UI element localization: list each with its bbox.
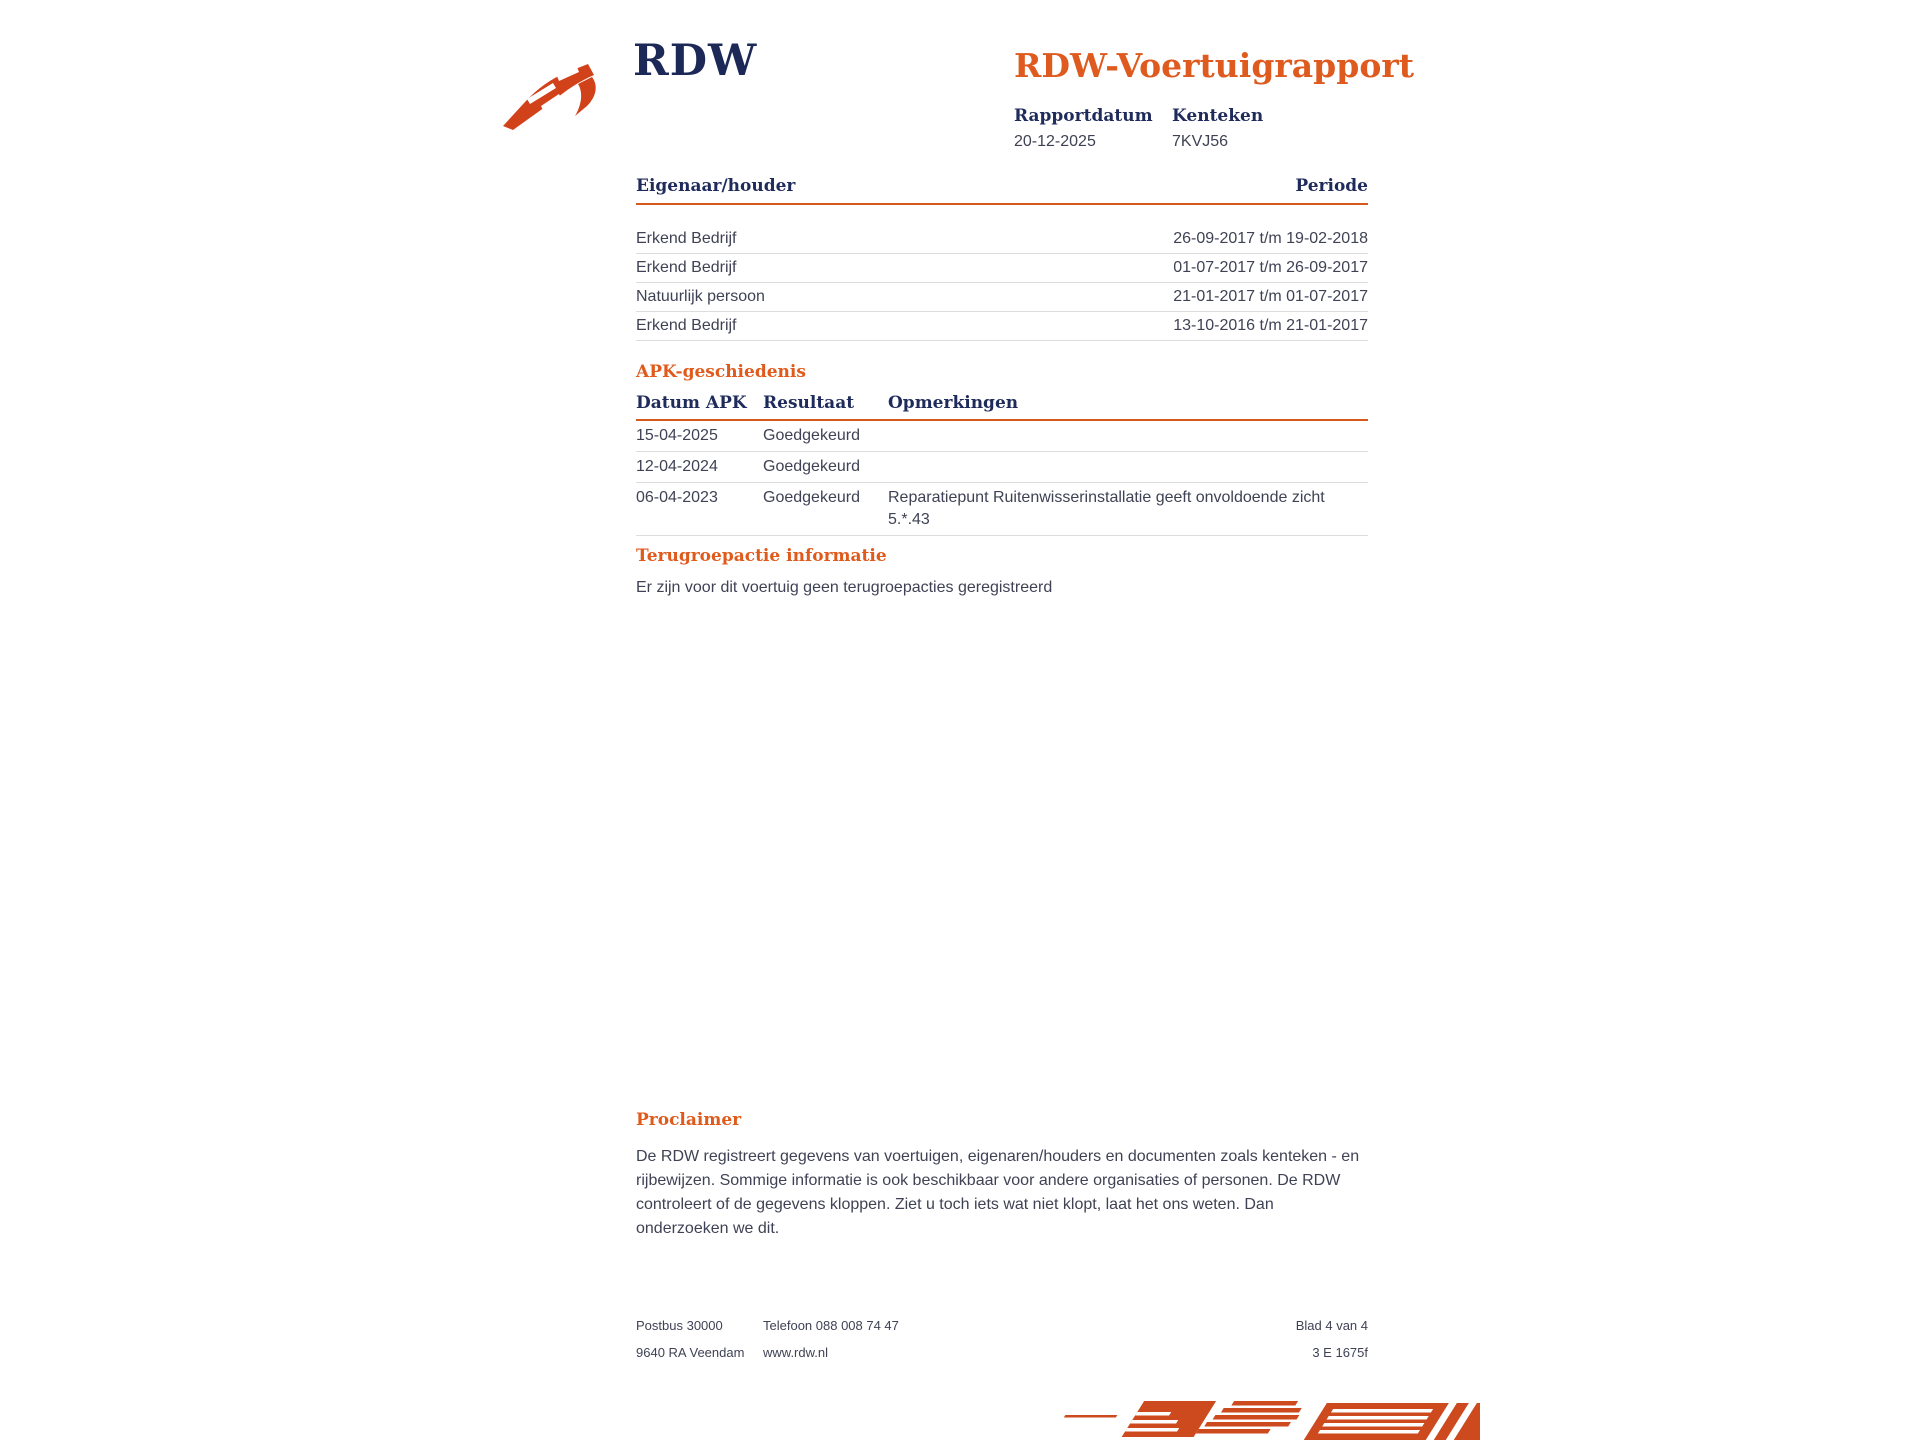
apk-date: 06-04-2023 <box>636 489 718 506</box>
owner-row <box>636 283 1368 312</box>
footer-phone: Telefoon 088 008 74 47 <box>763 1318 899 1333</box>
apk-row <box>636 452 1368 483</box>
footer-address-line1: Postbus 30000 <box>636 1318 723 1333</box>
apk-history-heading: APK-geschiedenis <box>636 362 806 382</box>
footer-row-2 <box>636 1345 1368 1372</box>
apk-date: 12-04-2024 <box>636 458 718 475</box>
owner-row <box>636 225 1368 254</box>
apk-col-result: Resultaat <box>763 393 855 413</box>
apk-date: 15-04-2025 <box>636 427 718 444</box>
owner-type: Erkend Bedrijf <box>636 317 737 334</box>
report-date-value: 20-12-2025 <box>1014 133 1096 150</box>
apk-table-header <box>636 393 1368 419</box>
apk-result: Goedgekeurd <box>763 458 860 475</box>
recall-info-section <box>636 546 1368 600</box>
owner-type: Erkend Bedrijf <box>636 259 737 276</box>
owner-period: 26-09-2017 t/m 19-02-2018 <box>1173 230 1368 247</box>
owner-period: 21-01-2017 t/m 01-07-2017 <box>1173 288 1368 305</box>
apk-remark <box>888 456 1358 478</box>
apk-col-remarks: Opmerkingen <box>888 393 1019 413</box>
owner-holder-heading: Eigenaar/houder <box>636 176 796 196</box>
owner-row <box>636 312 1368 341</box>
rdw-stripes-graphic-icon <box>1032 1398 1480 1440</box>
owner-type: Natuurlijk persoon <box>636 288 765 305</box>
proclaimer-text: De RDW registreert gegevens van voertuigen, eigenaren/houders en documenten zoals kenteken - en rijbewijzen. Sommige informatie is ook beschikbaar voor andere organisaties of personen. De RDW controleert of de gegevens kloppen. Ziet u toch iets wat niet klopt, laat het ons weten. Dan onderzoeken we dit. <box>636 1148 1360 1237</box>
apk-row <box>636 421 1368 452</box>
apk-rows <box>636 421 1368 536</box>
owner-type: Erkend Bedrijf <box>636 230 737 247</box>
proclaimer-heading: Proclaimer <box>636 1110 742 1130</box>
owner-holder-header <box>636 176 1368 203</box>
owner-period: 13-10-2016 t/m 21-01-2017 <box>1173 317 1368 334</box>
page-title: RDW-Voertuigrapport <box>1014 46 1414 85</box>
license-plate-label: Kenteken <box>1172 106 1264 126</box>
footer-doc-code: 3 E 1675f <box>1312 1345 1368 1360</box>
apk-col-date: Datum APK <box>636 393 747 413</box>
owner-row <box>636 254 1368 283</box>
report-date-label: Rapportdatum <box>1014 106 1153 126</box>
recall-info-heading: Terugroepactie informatie <box>636 546 887 566</box>
rdw-wordmark: RDW <box>633 36 758 86</box>
apk-remark <box>888 425 1358 447</box>
footer-page-indicator: Blad 4 van 4 <box>1295 1318 1368 1333</box>
footer-website: www.rdw.nl <box>763 1345 829 1360</box>
license-plate-value: 7KVJ56 <box>1172 133 1229 150</box>
period-heading: Periode <box>1295 176 1368 196</box>
apk-row <box>636 483 1368 536</box>
apk-result: Goedgekeurd <box>763 489 860 506</box>
rdw-feather-logo-icon <box>497 50 617 134</box>
recall-info-text: Er zijn voor dit voertuig geen terugroepacties geregistreerd <box>636 579 1053 596</box>
apk-result: Goedgekeurd <box>763 427 860 444</box>
page-footer <box>636 1318 1368 1372</box>
footer-address-line2: 9640 RA Veendam <box>636 1345 745 1360</box>
proclaimer-section <box>636 1110 1368 1241</box>
owner-holder-rows <box>636 225 1368 341</box>
owner-header-rule <box>636 203 1368 205</box>
owner-holder-section <box>636 176 1368 341</box>
footer-row-1 <box>636 1318 1368 1345</box>
apk-remark: Reparatiepunt Ruitenwisserinstallatie geeft onvoldoende zicht 5.*.43 <box>888 489 1325 528</box>
apk-history-section <box>636 362 1368 536</box>
owner-period: 01-07-2017 t/m 26-09-2017 <box>1173 259 1368 276</box>
